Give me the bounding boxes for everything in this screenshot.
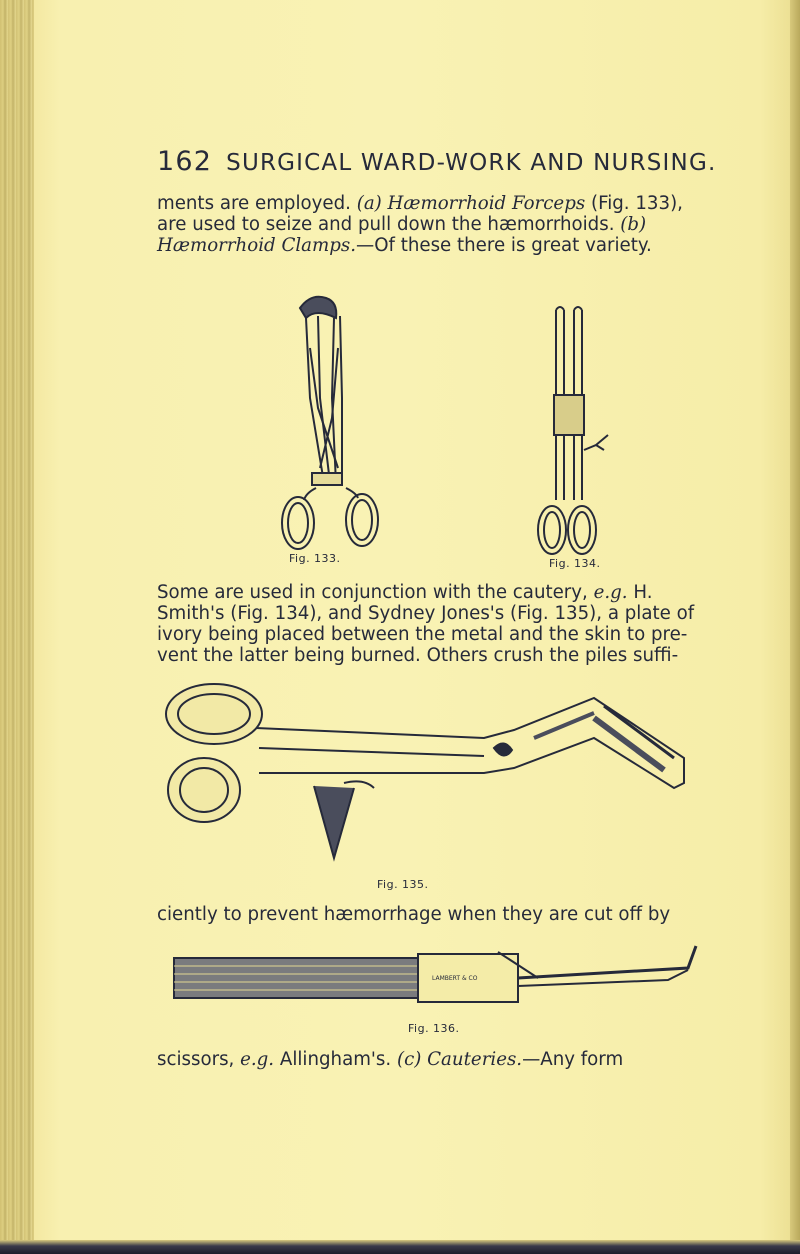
fig-135-clamp-illustration <box>164 678 694 878</box>
text-run: ments are employed. <box>157 193 357 214</box>
text-run: Allingham's. <box>274 1049 397 1070</box>
text-run: —Any form <box>522 1049 624 1070</box>
body-line <box>157 193 683 214</box>
body-line <box>157 583 677 602</box>
text-run: H. <box>627 582 653 603</box>
italic-term: (c) Cauteries. <box>396 1049 523 1070</box>
running-header <box>157 146 717 177</box>
italic-term: (a) Hæmorrhoid Forceps <box>356 193 586 214</box>
body-line: vent the latter being burned. Others crush the piles suffi- <box>157 645 679 666</box>
body-line <box>157 1050 677 1069</box>
text-run: —Of these there is great variety. <box>356 235 652 256</box>
page-binding <box>0 0 34 1254</box>
figure-caption: Fig. 136. <box>408 1022 460 1035</box>
body-line: ciently to prevent hæmorrhage when they are cut off by <box>157 904 671 925</box>
page-edge-right <box>790 0 800 1254</box>
text-run: scissors, <box>157 1049 241 1070</box>
figure-caption: Fig. 133. <box>289 552 341 565</box>
body-line: ivory being placed between the metal and the skin to pre- <box>157 624 688 645</box>
fig-136-clamp-illustration <box>168 938 704 1018</box>
fig-133-forceps-illustration <box>276 288 386 550</box>
figure-caption: Fig. 135. <box>377 878 429 891</box>
italic-term: (b) <box>620 214 647 235</box>
fig-134-clamp-illustration <box>536 300 626 558</box>
text-run: Some are used in conjunction with the cautery, <box>157 582 594 603</box>
body-line <box>157 236 677 255</box>
page-number: 162 <box>157 146 213 177</box>
body-line <box>157 215 677 234</box>
engraving-mark: LAMBERT & CO <box>432 975 478 982</box>
body-line: Smith's (Fig. 134), and Sydney Jones's (Fig. 135), a plate of <box>157 603 695 624</box>
text-run: (Fig. 133), <box>585 193 683 214</box>
page-edge-bottom <box>0 1240 800 1254</box>
running-title: SURGICAL WARD-WORK AND NURSING. <box>226 150 717 176</box>
figure-caption: Fig. 134. <box>549 557 601 570</box>
text-run: are used to seize and pull down the hæmorrhoids. <box>157 214 621 235</box>
italic-term: Hæmorrhoid Clamps. <box>157 235 357 256</box>
italic-term: e.g. <box>593 582 628 603</box>
italic-term: e.g. <box>240 1049 275 1070</box>
